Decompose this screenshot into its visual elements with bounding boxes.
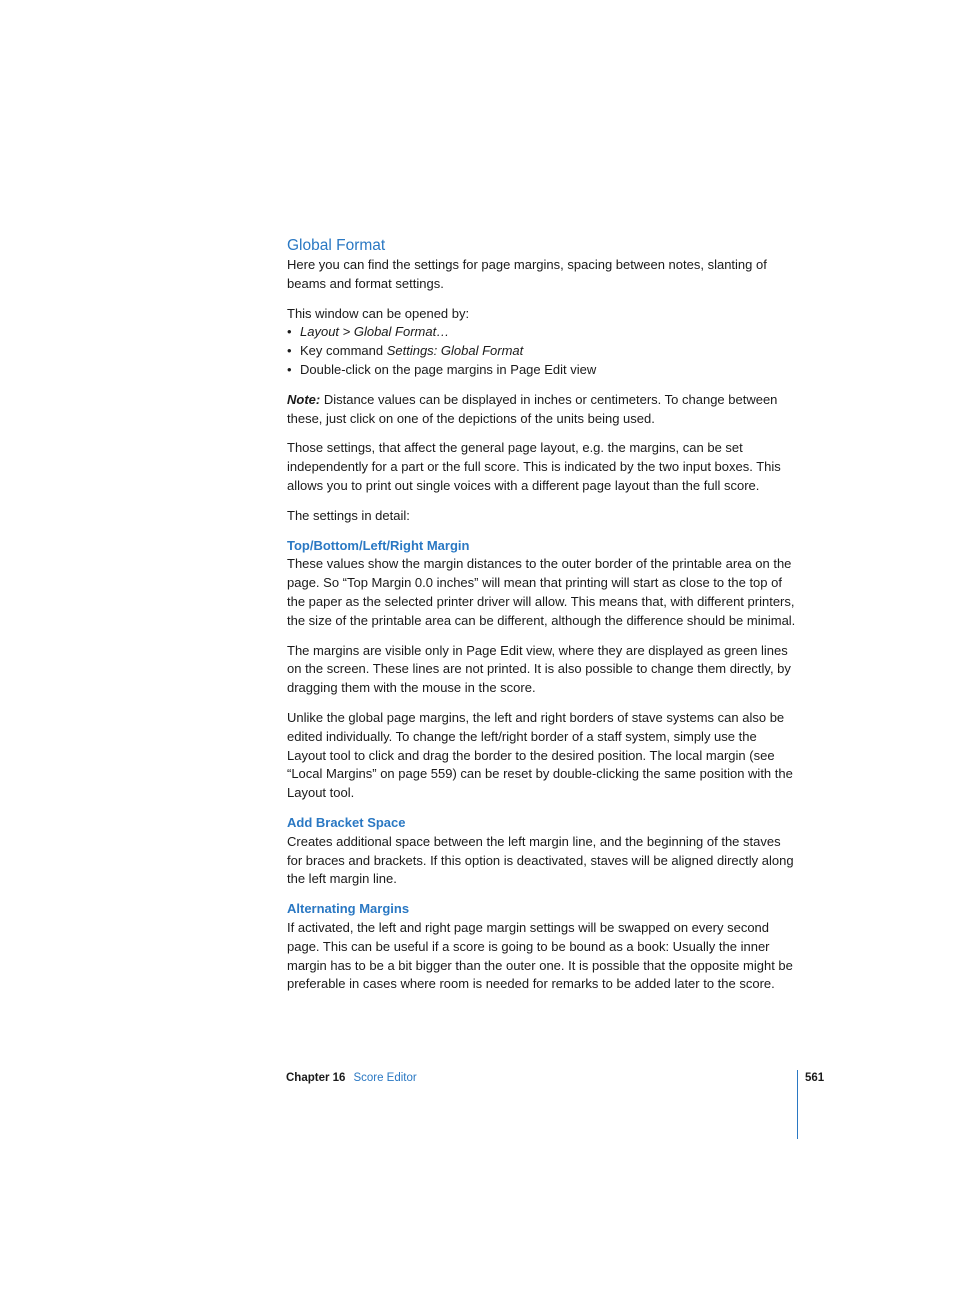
- intro-paragraph: Here you can find the settings for page margins, spacing between notes, slanting of beams and format settings.: [287, 257, 767, 291]
- subsection-heading: Top/Bottom/Left/Right Margin: [287, 537, 470, 553]
- note-label: Note:: [287, 391, 321, 407]
- layout-paragraph: Those settings, that affect the general page layout, e.g. the margins, can be set independently for a part or the full score. This is indicated by the two input boxes. This allows you to print out single voices with a different page layout than the full score.: [287, 440, 781, 493]
- open-methods-list: [287, 323, 799, 379]
- list-item: [287, 361, 799, 380]
- note-text: Distance values can be displayed in inches or centimeters. To change between these, just click on one of the depictions of the units being used.: [287, 391, 778, 426]
- note-paragraph: [287, 391, 799, 429]
- chapter-label: Chapter 16: [286, 1072, 346, 1084]
- page-footer: [286, 1070, 417, 1086]
- menu-path: Layout > Global Format…: [300, 324, 450, 340]
- list-item-text: Double-click on the page margins in Page Edit view: [300, 361, 597, 377]
- detail-intro: The settings in detail:: [287, 507, 410, 523]
- subsection-heading: Alternating Margins: [287, 901, 410, 917]
- page-number: 561: [805, 1072, 825, 1084]
- subsection-heading: Add Bracket Space: [287, 814, 406, 830]
- section-title: Global Format: [287, 237, 386, 254]
- paragraph: If activated, the left and right page margin settings will be swapped on every second page. This can be useful if a score is going to be bound as a book: Usually the inner margin has to be a bit bigger than the outer one. It is possible that the opposite might be preferable in cases where room is needed for remarks to be added later to the score.: [287, 919, 793, 992]
- bullet-icon: •: [287, 324, 292, 340]
- list-item: [287, 342, 799, 361]
- list-item: [287, 323, 799, 342]
- bullet-icon: •: [287, 361, 292, 377]
- paragraph: Creates additional space between the left margin line, and the beginning of the staves for braces and brackets. If this option is deactivated, staves will be aligned directly along the left margin line.: [287, 833, 794, 887]
- opened-by-text: This window can be opened by:: [287, 305, 470, 321]
- list-item-text: Key command: [300, 343, 387, 359]
- chapter-title-link[interactable]: Score Editor: [353, 1072, 417, 1084]
- paragraph: The margins are visible only in Page Edit view, where they are displayed as green lines on the screen. These lines are not printed. It is also possible to change them directly, by dragging them with the mouse in the score.: [287, 642, 791, 696]
- paragraph: These values show the margin distances to the outer border of the printable area on the page. So “Top Margin 0.0 inches” will mean that printing will start as close to the top of the paper as the selected printer driver will allow. This means that, with different printers, the size of the printable area can be different, although the difference should be minimal.: [287, 556, 796, 628]
- paragraph: Unlike the global page margins, the left and right borders of stave systems can also be edited individually. To change the left/right border of a staff system, simply use the Layout tool to click and drag the border to the desired position. The local margin (see “Local Margins” on page 559) can be reset by double-clicking the same position with the Layout tool.: [287, 709, 793, 801]
- bullet-icon: •: [287, 343, 292, 359]
- page-content: [287, 236, 799, 1005]
- key-command-name: Settings: Global Format: [386, 343, 524, 359]
- footer-divider: [797, 1070, 798, 1139]
